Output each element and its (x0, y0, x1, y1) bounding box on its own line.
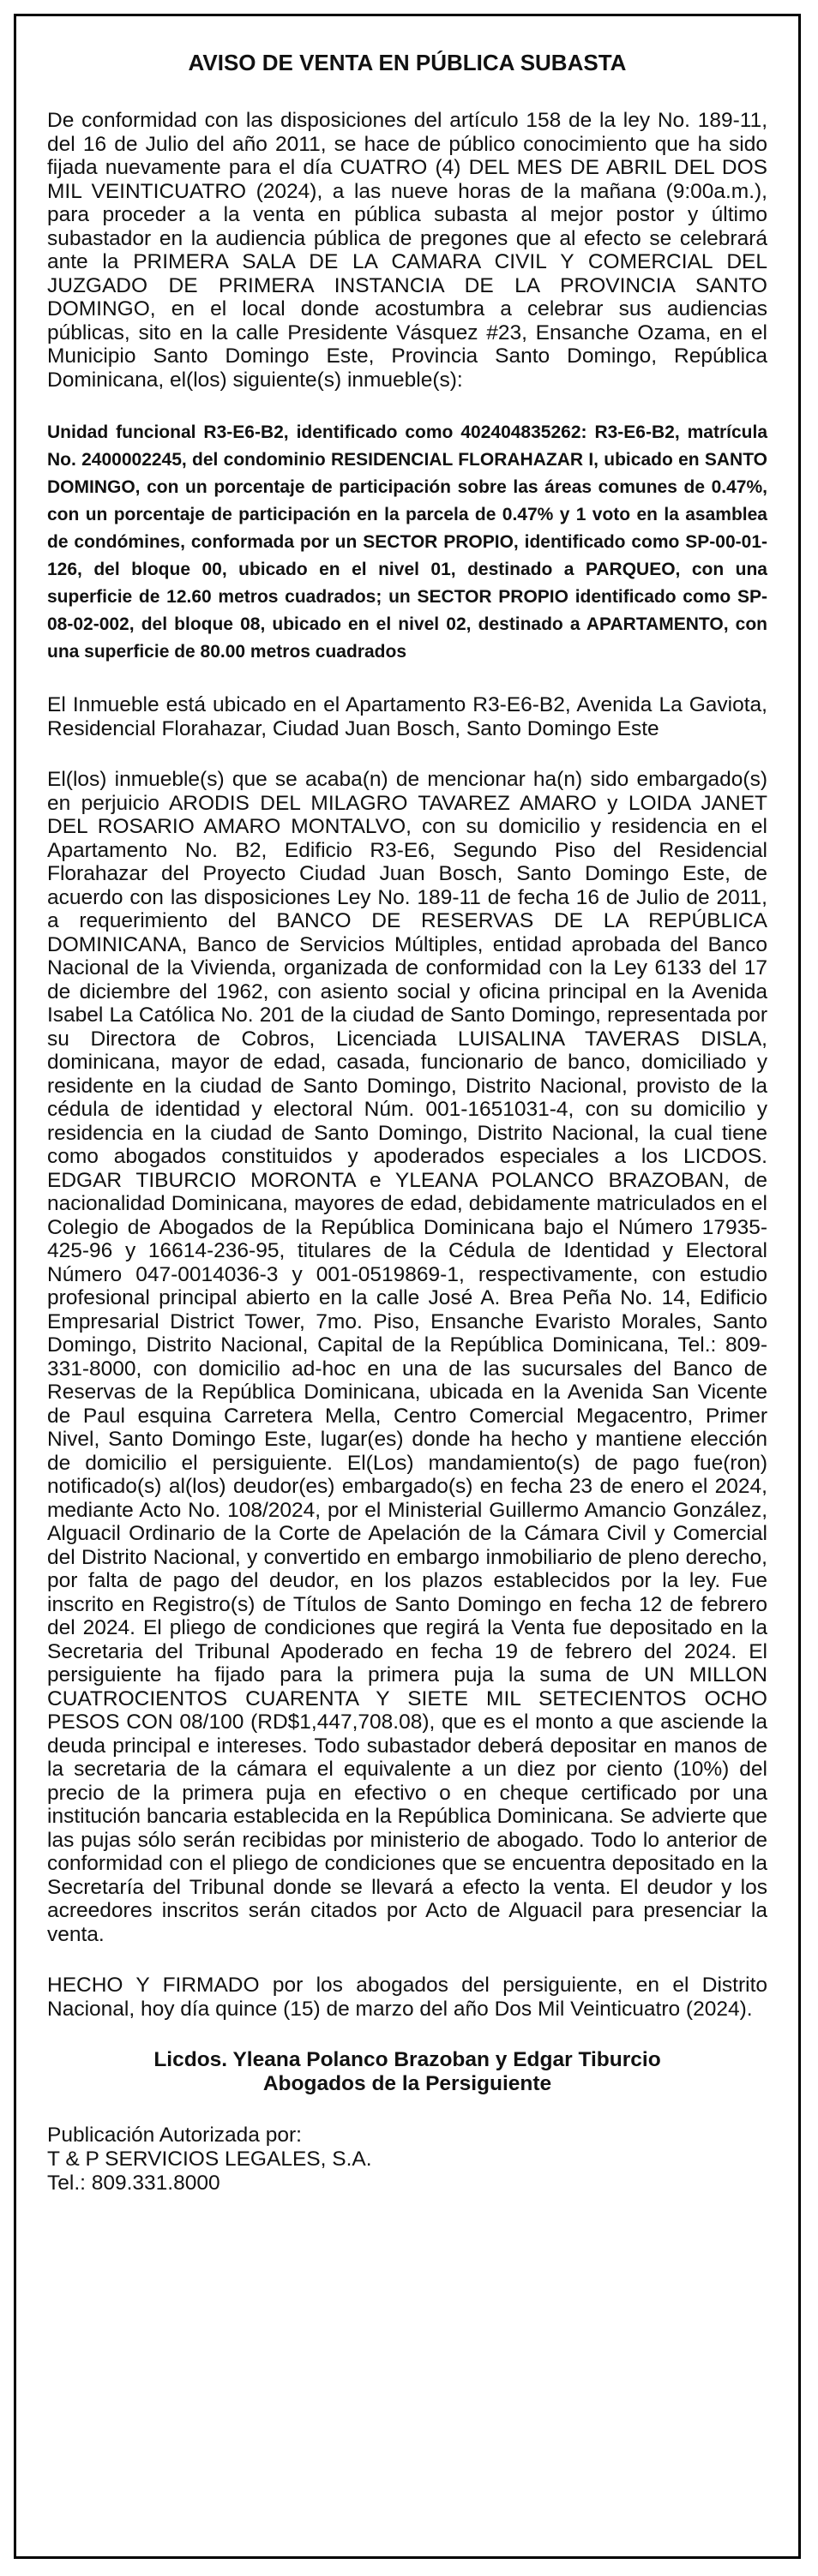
seizure-details: El(los) inmueble(s) que se acaba(n) de mencionar ha(n) sido embargado(s) en perjuicio ARODIS DEL MILAGRO TAVAREZ AMARO y LOIDA JANET DEL ROSARIO AMARO MONTALVO, con su domicilio y residencia en el Apartamento No. B2, Edificio R3-E6, Segundo Piso del Residencial Florahazar del Proyecto Ciudad Juan Bosch, Santo Domingo Este, de acuerdo con las disposiciones Ley No. 189-11 de fecha 16 de Julio de 2011, a requerimiento del BANCO DE RESERVAS DE LA REPÚBLICA DOMINICANA, Banco de Servicios Múltiples, entidad aprobada del Banco Nacional de la Vivienda, organizada de conformidad con la Ley 6133 del 17 de diciembre del 1962, con asiento social y oficina principal en la Avenida Isabel La Católica No. 201 de la ciudad de Santo Domingo, representada por su Directora de Cobros, Licenciada LUISALINA TAVERAS DISLA, dominicana, mayor de edad, casada, funcionario de banco, domiciliado y residente en la ciudad de Santo Domingo, Distrito Nacional, provisto de la cédula de identidad y electoral Núm. 001-1651031-4, con su domicilio y residencia en la ciudad de Santo Domingo, Distrito Nacional, la cual tiene como abogados constituidos y apoderados especiales a los LICDOS. EDGAR TIBURCIO MORONTA e YLEANA POLANCO BRAZOBAN, de nacionalidad Dominicana, mayores de edad, debidamente matriculados en el Colegio de Abogados de la República Dominicana bajo el Número 17935-425-96 y 16614-236-95, titulares de la Cédula de Identidad y Electoral Número 047-0014036-3 y 001-0519869-1, respectivamente, con estudio profesional principal abierto en la calle José A. Brea Peña No. 14, Edificio Empresarial District Tower, 7mo. Piso, Ensanche Evaristo Morales, Santo Domingo, Distrito Nacional, Capital de la República Dominicana, Tel.: 809-331-8000, con domicilio ad-hoc en una de las sucursales del Banco de Reservas de la República Dominicana, ubicada en la Avenida San Vicente de Paul esquina Carretera Mella, Centro Comercial Megacentro, Primer Nivel, Santo Domingo Este, lugar(es) donde ha hecho y mantiene elección de domicilio el persiguiente. El(Los) mandamiento(s) de pago fue(ron) notificado(s) al(los) deudor(es) embargado(s) en fecha 23 de enero el 2024, mediante Acto No. 108/2024, por el Ministerial Guillermo Amancio González, Alguacil Ordinario de la Corte de Apelación de la Cámara Civil y Comercial del Distrito Nacional, y convertido en embargo inmobiliario de pleno derecho, por falta de pago del deudor, en los plazos establecidos por la ley. Fue inscrito en Registro(s) de Títulos de Santo Domingo en fecha 12 de febrero del 2024. El pliego de condiciones que regirá la Venta fue depositado en la Secretaria del Tribunal Apoderado en fecha 19 de febrero del 2024. El persiguiente ha fijado para la primera puja la suma de UN MILLON CUATROCIENTOS CUARENTA Y SIETE MIL SETECIENTOS OCHO PESOS CON 08/100 (RD$1,447,708.08), que es el monto a que asciende la deuda principal e intereses. Todo subastador deberá depositar en manos de la secretaria de la cámara el equivalente a un diez por ciento (10%) del precio de la primera puja en efectivo o en cheque certificado por una institución bancaria establecida en la República Dominicana. Se advierte que las pujas sólo serán recibidas por ministerio de abogado. Todo lo anterior de conformidad con el pliego de condiciones que se encuentra depositado en la Secretaría del Tribunal donde se llevará a efecto la venta. El deudor y los acreedores inscritos serán citados por Acto de Alguacil para presenciar la venta. (47, 768, 767, 1946)
intro-paragraph: De conformidad con las disposiciones del artículo 158 de la ley No. 189-11, del 16 de Julio del año 2011, se hace de público conocimiento que ha sido fijada nuevamente para el día CUATRO (4) DEL MES DE ABRIL DEL DOS MIL VEINTICUATRO (2024), a las nueve horas de la mañana (9:00a.m.), para proceder a la venta en pública subasta al mejor postor y último subastador en la audiencia pública de pregones que al efecto se celebrará ante la PRIMERA SALA DE LA CAMARA CIVIL Y COMERCIAL DEL JUZGADO DE PRIMERA INSTANCIA DE LA PROVINCIA SANTO DOMINGO, en el local donde acostumbra a celebrar sus audiencias públicas, sito en la calle Presidente Vásquez #23, Ensanche Ozama, en el Municipio Santo Domingo Este, Provincia Santo Domingo, República Dominicana, el(los) siguiente(s) inmueble(s): (47, 109, 767, 392)
property-description: Unidad funcional R3-E6-B2, identificado como 402404835262: R3-E6-B2, matrícula No. 2400002245, del condominio RESIDENCIAL FLORAHAZAR I, ubicado en SANTO DOMINGO, con un porcentaje de participación sobre las áreas comunes de 0.47%, con un porcentaje de participación en la parcela de 0.47% y 1 voto en la asamblea de condómines, conformada por un SECTOR PROPIO, identificado como SP-00-01-126, del bloque 00, ubicado en el nivel 01, destinado a PARQUEO, con una superficie de 12.60 metros cuadrados; un SECTOR PROPIO identificado como SP-08-02-002, del bloque 08, ubicado en el nivel 02, destinado a APARTAMENTO, con una superficie de 80.00 metros cuadrados (47, 422, 767, 662)
signature-block (47, 2048, 767, 2096)
footer-phone: Tel.: 809.331.8000 (47, 2172, 220, 2195)
property-location: El Inmueble está ubicado en el Apartamento R3-E6-B2, Avenida La Gaviota, Residencial Florahazar, Ciudad Juan Bosch, Santo Domingo Este (47, 693, 767, 740)
footer-company: T & P SERVICIOS LEGALES, S.A. (47, 2148, 372, 2171)
footer-block (47, 2124, 767, 2196)
signature-names: Licdos. Yleana Polanco Brazoban y Edgar Tiburcio (153, 2048, 661, 2071)
notice-title: AVISO DE VENTA EN PÚBLICA SUBASTA (188, 50, 627, 75)
signature-role: Abogados de la Persiguiente (262, 2072, 552, 2095)
footer-authorized: Publicación Autorizada por: (47, 2124, 302, 2147)
closing-paragraph: HECHO Y FIRMADO por los abogados del persiguiente, en el Distrito Nacional, hoy día quince (15) de marzo del año Dos Mil Veinticuatro (2024). (47, 1974, 767, 2021)
legal-notice (14, 14, 801, 2559)
